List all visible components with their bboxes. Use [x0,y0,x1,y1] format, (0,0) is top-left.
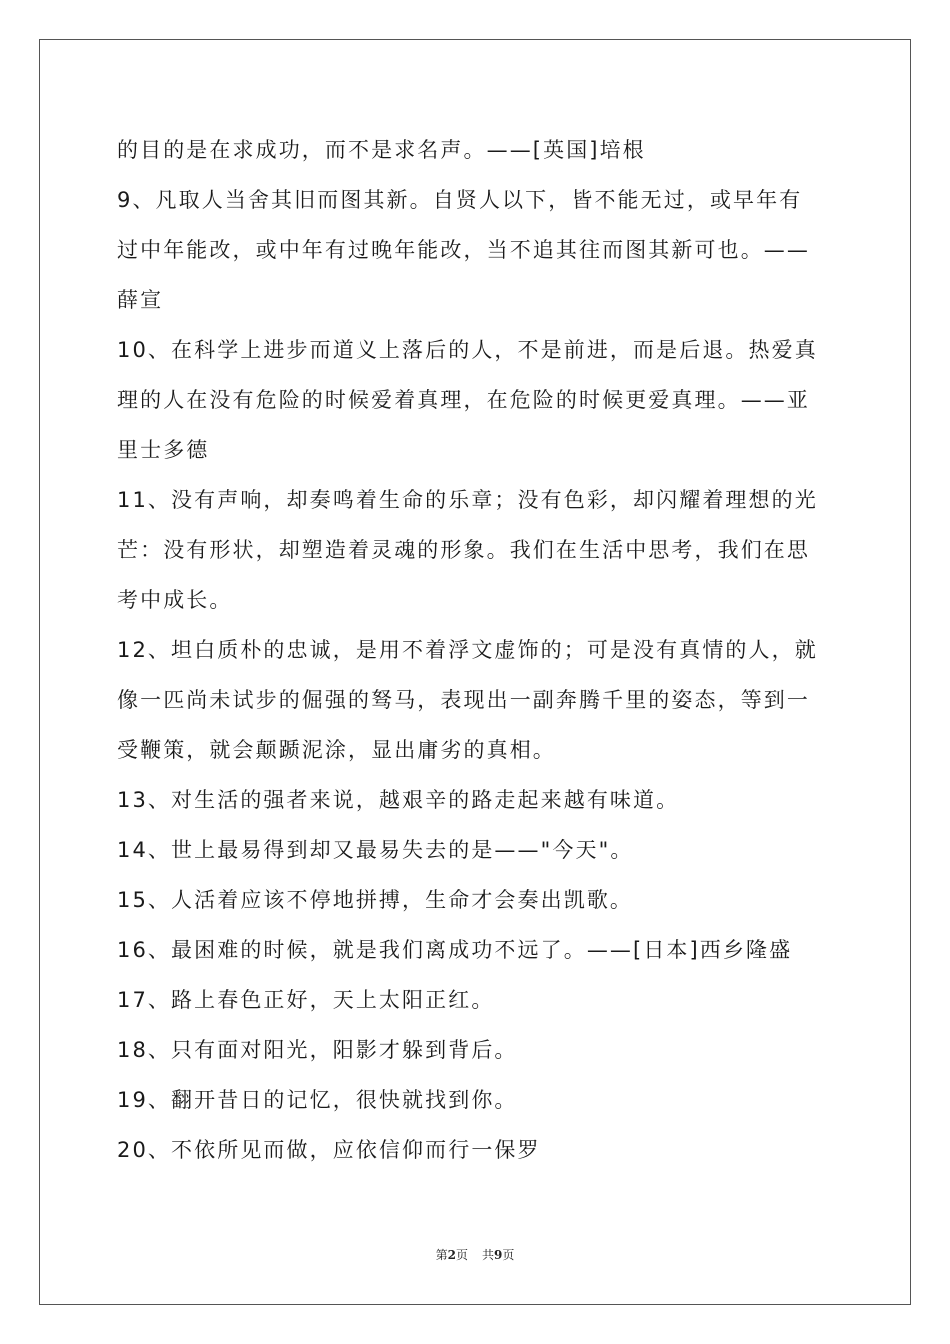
text-line: 18、只有面对阳光，阳影才躲到背后。 [117,1038,518,1062]
text-line: 薛宣 [117,288,164,312]
text-line: 受鞭策，就会颠踬泥涂，显出庸劣的真相。 [117,738,556,762]
total-pages: 9 [494,1248,503,1262]
text-line: 16、最困难的时候，就是我们离成功不远了。——[日本]西乡隆盛 [117,938,793,962]
page-suffix: 页 [455,1248,468,1262]
page-footer [0,1246,950,1263]
page-prefix: 第 [435,1248,448,1262]
text-line: 20、不依所见而做，应依信仰而行一保罗 [117,1138,541,1162]
text-line: 考中成长。 [117,588,233,612]
text-line: 15、人活着应该不停地拼搏，生命才会奏出凯歌。 [117,888,634,912]
text-line: 11、没有声响，却奏鸣着生命的乐章；没有色彩，却闪耀着理想的光 [117,488,818,512]
text-line: 像一匹尚未试步的倔强的驽马，表现出一副奔腾千里的姿态，等到一 [117,688,810,712]
text-line: 的目的是在求成功，而不是求名声。——[英国]培根 [117,138,646,162]
text-line: 9、凡取人当舍其旧而图其新。自贤人以下，皆不能无过，或早年有 [117,188,803,212]
total-suffix: 页 [502,1248,515,1262]
text-line: 19、翻开昔日的记忆，很快就找到你。 [117,1088,518,1112]
text-line: 17、路上春色正好，天上太阳正红。 [117,988,495,1012]
text-line: 10、在科学上进步而道义上落后的人，不是前进，而是后退。热爱真 [117,338,818,362]
text-line: 14、世上最易得到却又最易失去的是——"今天"。 [117,838,634,862]
page-number: 2 [447,1248,456,1262]
document-body [117,125,847,1175]
text-line: 理的人在没有危险的时候爱着真理，在危险的时候更爱真理。——亚 [117,388,810,412]
text-line: 芒：没有形状，却塑造着灵魂的形象。我们在生活中思考，我们在思 [117,538,810,562]
text-line: 13、对生活的强者来说，越艰辛的路走起来越有味道。 [117,788,680,812]
text-line: 里士多德 [117,438,210,462]
text-line: 过中年能改，或中年有过晚年能改，当不追其往而图其新可也。—— [117,238,810,262]
text-line: 12、坦白质朴的忠诚，是用不着浮文虚饰的；可是没有真情的人，就 [117,638,818,662]
total-prefix: 共 [482,1248,495,1262]
